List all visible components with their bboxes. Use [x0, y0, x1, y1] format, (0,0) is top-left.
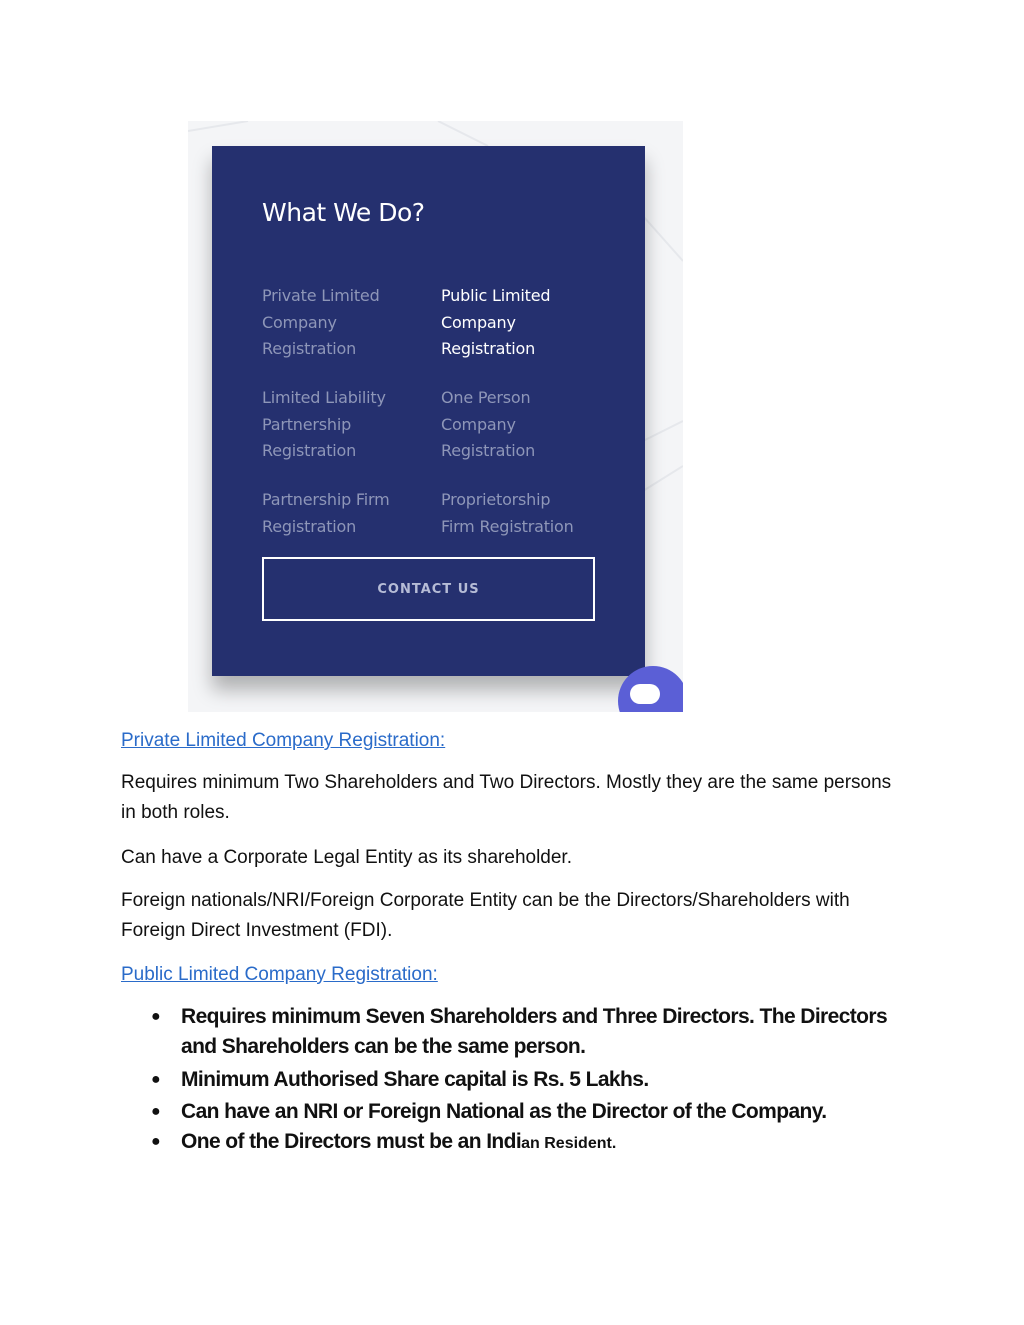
list-item-text: Can have an NRI or Foreign National as the Director of the Company. — [181, 1100, 827, 1123]
service-public-limited[interactable] — [441, 283, 611, 363]
service-line: Proprietorship — [441, 490, 551, 509]
service-line: Registration — [441, 441, 536, 460]
bullet-icon: ● — [151, 1103, 161, 1120]
service-line: Registration — [441, 339, 536, 358]
bullet-icon: ● — [151, 1071, 161, 1088]
list-item-text: One of the Directors must be an Indi — [181, 1130, 522, 1153]
service-line: One Person — [441, 388, 531, 407]
chat-icon-glyph — [630, 684, 660, 704]
service-line: Private Limited — [262, 286, 380, 305]
list-item-text: Minimum Authorised Share capital is Rs. 5 Lakhs. — [181, 1068, 649, 1091]
service-line: Partnership — [262, 414, 352, 434]
service-line: Limited Liability — [262, 388, 386, 407]
list-item — [121, 1065, 911, 1095]
service-private-limited[interactable] — [262, 283, 432, 363]
service-line: Company — [262, 312, 337, 332]
list-item — [121, 1002, 911, 1062]
list-item-text-small: an Resident. — [521, 1135, 617, 1152]
what-we-do-screenshot — [188, 121, 683, 712]
service-line: Registration — [262, 339, 357, 358]
private-foreign-text: Foreign nationals/NRI/Foreign Corporate Entity can be the Directors/Shareholders with Foreign Direct Investment (FDI). — [121, 890, 850, 941]
service-one-person[interactable] — [441, 385, 611, 465]
service-line: Public Limited — [441, 286, 551, 305]
private-shareholder-text: Can have a Corporate Legal Entity as its shareholder. — [121, 847, 572, 868]
private-requirement-text: Requires minimum Two Shareholders and Two Directors. Mostly they are the same persons in both roles. — [121, 772, 892, 823]
list-item-text: Requires minimum Seven Shareholders and Three Directors. The Directors and Shareholders can be the same person. — [181, 1005, 888, 1058]
bullet-icon: ● — [151, 1008, 161, 1025]
list-item — [121, 1097, 911, 1127]
service-line: Registration — [262, 441, 357, 460]
private-limited-link[interactable]: Private Limited Company Registration: — [121, 730, 446, 751]
service-line: Company — [441, 312, 516, 332]
service-line: Company — [441, 414, 516, 434]
public-requirements-list — [121, 1002, 911, 1159]
service-proprietorship[interactable] — [441, 487, 611, 540]
card-title: What We Do? — [262, 198, 425, 227]
service-line: Firm Registration — [441, 516, 574, 536]
contact-us-button[interactable]: CONTACT US — [262, 557, 595, 621]
service-line: Partnership Firm — [262, 490, 390, 509]
service-line: Registration — [262, 516, 357, 536]
service-llp[interactable] — [262, 385, 432, 465]
list-item — [121, 1127, 911, 1159]
what-we-do-card — [212, 146, 645, 676]
service-partnership-firm[interactable] — [262, 487, 432, 540]
document-body — [121, 728, 911, 1159]
bullet-icon: ● — [151, 1133, 161, 1150]
public-limited-link[interactable]: Public Limited Company Registration: — [121, 964, 438, 985]
